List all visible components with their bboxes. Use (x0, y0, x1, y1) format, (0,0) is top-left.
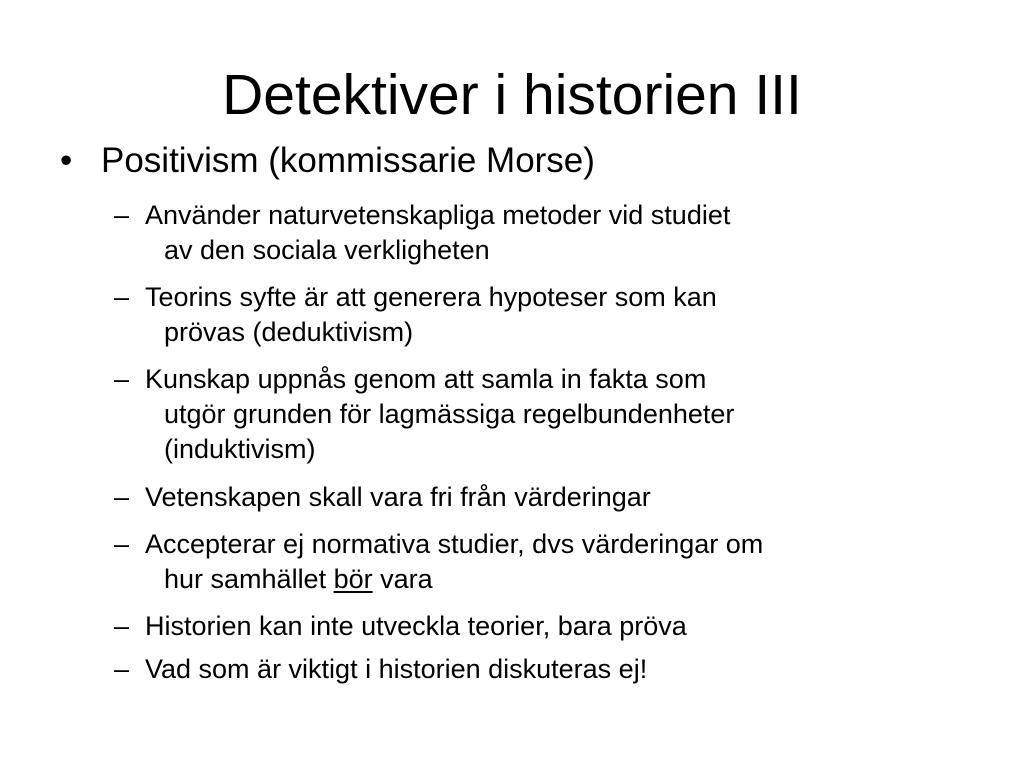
slide-title: Detektiver i historien III (222, 63, 802, 127)
sub-bullet-line (164, 562, 433, 597)
sub-bullet-line: Historien kan inte utveckla teorier, bara pröva (145, 611, 687, 641)
underlined-word: bör (333, 564, 373, 594)
sub-bullet-line: av den sociala verkligheten (164, 235, 490, 265)
sub-bullet-line: Använder naturvetenskapliga metoder vid studiet (145, 200, 731, 230)
dash-marker: – (114, 529, 130, 559)
dash-marker: – (114, 200, 130, 230)
bullet-marker: • (60, 141, 73, 180)
dash-marker: – (114, 611, 130, 641)
sub-bullet-line: Vad som är viktigt i historien diskuteras ej! (145, 654, 648, 684)
sub-bullet-line: (induktivism) (164, 434, 316, 464)
sub-bullet-line: prövas (deduktivism) (164, 317, 414, 347)
sub-bullet-text: vara (372, 564, 433, 594)
dash-marker: – (114, 482, 130, 512)
sub-bullet-line: Accepterar ej normativa studier, dvs värderingar om (145, 529, 764, 559)
sub-bullet-line: Vetenskapen skall vara fri från värderingar (145, 482, 651, 512)
main-bullet-text: Positivism (kommissarie Morse) (101, 141, 595, 180)
sub-bullet-text: hur samhället (164, 564, 334, 594)
sub-bullet-line: Kunskap uppnås genom att samla in fakta som (145, 364, 707, 394)
dash-marker: – (114, 654, 130, 684)
dash-marker: – (114, 364, 130, 394)
dash-marker: – (114, 282, 130, 312)
sub-bullet-line: Teorins syfte är att generera hypoteser som kan (145, 282, 717, 312)
sub-bullet-line: utgör grunden för lagmässiga regelbundenheter (164, 399, 735, 429)
